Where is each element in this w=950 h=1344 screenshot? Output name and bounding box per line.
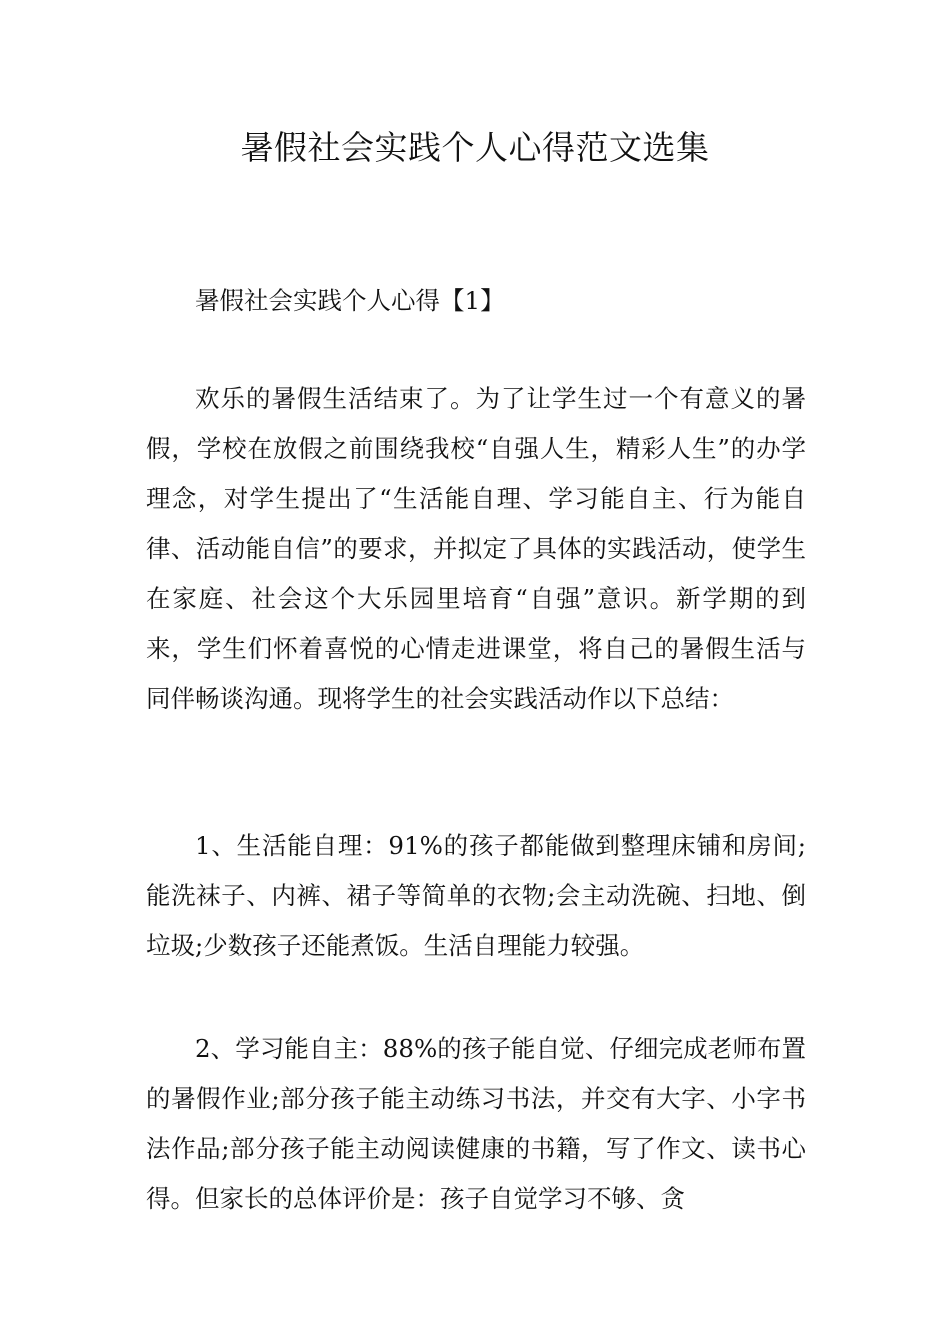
paragraph-intro: 欢乐的暑假生活结束了。为了让学生过一个有意义的暑假，学校在放假之前围绕我校“自强人生，精彩人生”的办学理念，对学生提出了“生活能自理、学习能自主、行为能自律、活动能自信”的要求，并拟定了具体的实践活动，使学生在家庭、社会这个大乐园里培育“自强”意识。新学期的到来，学生们怀着喜悦的心情走进课堂，将自己的暑假生活与同伴畅谈沟通。现将学生的社会实践活动作以下总结： [146,384,806,713]
paragraph-self-study: 2、学习能自主：88%的孩子能自觉、仔细完成老师布置的暑假作业;部分孩子能主动练习书法，并交有大字、小字书法作品;部分孩子能主动阅读健康的书籍，写了作文、读书心得。但家长的总体评价是：孩子自觉学习不够、贪 [146,1034,806,1213]
section-heading: 暑假社会实践个人心得【1】 [195,286,505,315]
document-title: 暑假社会实践个人心得范文选集 [240,128,710,167]
paragraph-self-care: 1、生活能自理：91%的孩子都能做到整理床铺和房间;能洗袜子、内裤、裙子等简单的衣物;会主动洗碗、扫地、倒垃圾;少数孩子还能煮饭。生活自理能力较强。 [146,831,806,960]
